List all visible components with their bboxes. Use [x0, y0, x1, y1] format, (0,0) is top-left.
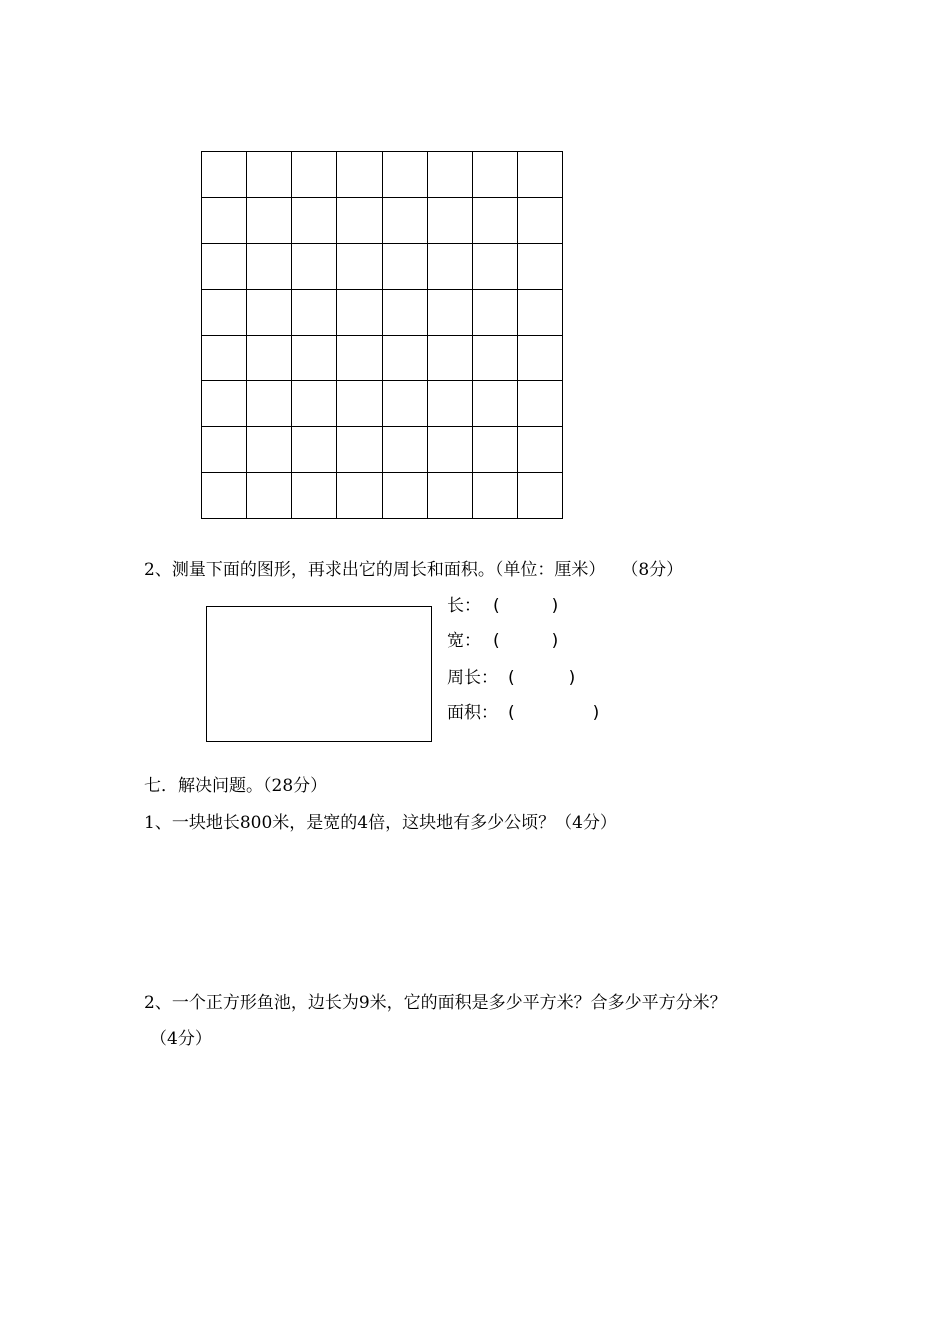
grid-cell [383, 244, 428, 290]
grid-cell [292, 473, 337, 519]
grid-cell [337, 198, 382, 244]
length-close-paren: ) [551, 596, 559, 616]
problem-text: 米，它的面积是多少平方米？合多少平方分米？ [369, 993, 727, 1013]
grid-cell [473, 290, 518, 336]
perimeter-answer-line [447, 668, 575, 688]
points-close: 分） [582, 813, 617, 833]
grid-cell [518, 336, 563, 382]
grid-cell [337, 290, 382, 336]
points-value: 8 [638, 560, 650, 580]
grid-cell [428, 244, 473, 290]
grid-cell [337, 473, 382, 519]
grid-cell [428, 290, 473, 336]
question-text: 、测量下面的图形，再求出它的周长和面积。（单位：厘米） [154, 560, 606, 580]
grid-cell [518, 427, 563, 473]
problem-1 [144, 813, 617, 833]
problem-2 [144, 993, 727, 1013]
grid-cell [202, 336, 247, 382]
problem-text: 、一个正方形鱼池，边长为 [154, 993, 359, 1013]
grid-cell [383, 152, 428, 198]
problem-text: 米，是宽的 [272, 813, 358, 833]
points-open: （ [555, 813, 573, 833]
grid-cell [518, 290, 563, 336]
grid-cell [428, 336, 473, 382]
grid-cell [337, 381, 382, 427]
grid-cell [473, 244, 518, 290]
points-value: 4 [167, 1029, 178, 1049]
width-open-paren: ( [493, 631, 500, 651]
width-answer-line [447, 631, 558, 651]
points-open: （ [150, 1029, 167, 1049]
section-7-heading [144, 776, 327, 796]
grid-cell [292, 381, 337, 427]
problem-2-points [150, 1029, 212, 1049]
grid-cell [292, 244, 337, 290]
grid-cell [337, 244, 382, 290]
grid-cell [383, 198, 428, 244]
grid-cell [473, 336, 518, 382]
points-value: 4 [572, 813, 583, 833]
grid-cell [428, 152, 473, 198]
grid-cell [473, 381, 518, 427]
question-2-measure [144, 560, 683, 580]
grid-cell [247, 473, 292, 519]
problem-number: 2 [144, 993, 155, 1013]
grid-cell [337, 152, 382, 198]
grid-cell [428, 473, 473, 519]
grid-cell [473, 427, 518, 473]
square-grid [201, 151, 563, 519]
perimeter-label: 周长： [447, 668, 498, 688]
grid-cell [473, 152, 518, 198]
points-close: 分） [649, 560, 684, 580]
points-open: （ [621, 560, 639, 580]
grid-cell [337, 427, 382, 473]
area-answer-line [447, 703, 599, 723]
grid-cell [383, 381, 428, 427]
perimeter-open-paren: ( [508, 668, 515, 688]
grid-cell [202, 198, 247, 244]
grid-cell [202, 473, 247, 519]
grid-cell [292, 290, 337, 336]
grid-cell [518, 152, 563, 198]
grid-cell [202, 244, 247, 290]
problem-value: 4 [357, 813, 369, 833]
grid-cell [292, 336, 337, 382]
grid-cell [428, 381, 473, 427]
length-answer-line [447, 596, 558, 616]
section-title: 七．解决问题。 [144, 776, 263, 796]
grid-cell [247, 244, 292, 290]
points-open: （ [263, 776, 272, 796]
grid-cell [202, 427, 247, 473]
length-label: 长： [447, 596, 481, 616]
grid-cell [383, 427, 428, 473]
problem-value: 9 [358, 993, 370, 1013]
grid-cell [247, 381, 292, 427]
grid-cell [518, 244, 563, 290]
points-value: 28 [271, 776, 294, 796]
problem-number: 1 [144, 813, 155, 833]
points-close: 分） [177, 1029, 212, 1049]
grid-cell [518, 381, 563, 427]
question-number: 2 [144, 560, 155, 580]
area-label: 面积： [447, 703, 498, 723]
grid-cell [383, 473, 428, 519]
problem-text: 倍，这块地有多少公顷？ [368, 813, 556, 833]
grid-cell [247, 290, 292, 336]
problem-value: 800 [239, 813, 273, 833]
grid-cell [292, 152, 337, 198]
grid-cell [337, 336, 382, 382]
grid-cell [202, 290, 247, 336]
perimeter-close-paren: ) [568, 668, 576, 688]
grid-cell [383, 290, 428, 336]
measure-rectangle [206, 606, 432, 742]
grid-cell [518, 473, 563, 519]
points-close: 分） [293, 776, 328, 796]
grid-cell [247, 336, 292, 382]
grid-cell [518, 198, 563, 244]
length-open-paren: ( [493, 596, 500, 616]
grid-cell [292, 427, 337, 473]
grid-cell [428, 198, 473, 244]
width-close-paren: ) [551, 631, 559, 651]
grid-cell [247, 152, 292, 198]
grid-cell [292, 198, 337, 244]
width-label: 宽： [447, 631, 481, 651]
grid-cell [473, 198, 518, 244]
area-open-paren: ( [508, 703, 515, 723]
grid-cell [247, 198, 292, 244]
grid-cell [202, 152, 247, 198]
problem-text: 、一块地长 [154, 813, 240, 833]
area-close-paren: ) [592, 703, 600, 723]
grid-cell [247, 427, 292, 473]
grid-cell [383, 336, 428, 382]
grid-cell [428, 427, 473, 473]
grid-cell [473, 473, 518, 519]
grid-cell [202, 381, 247, 427]
